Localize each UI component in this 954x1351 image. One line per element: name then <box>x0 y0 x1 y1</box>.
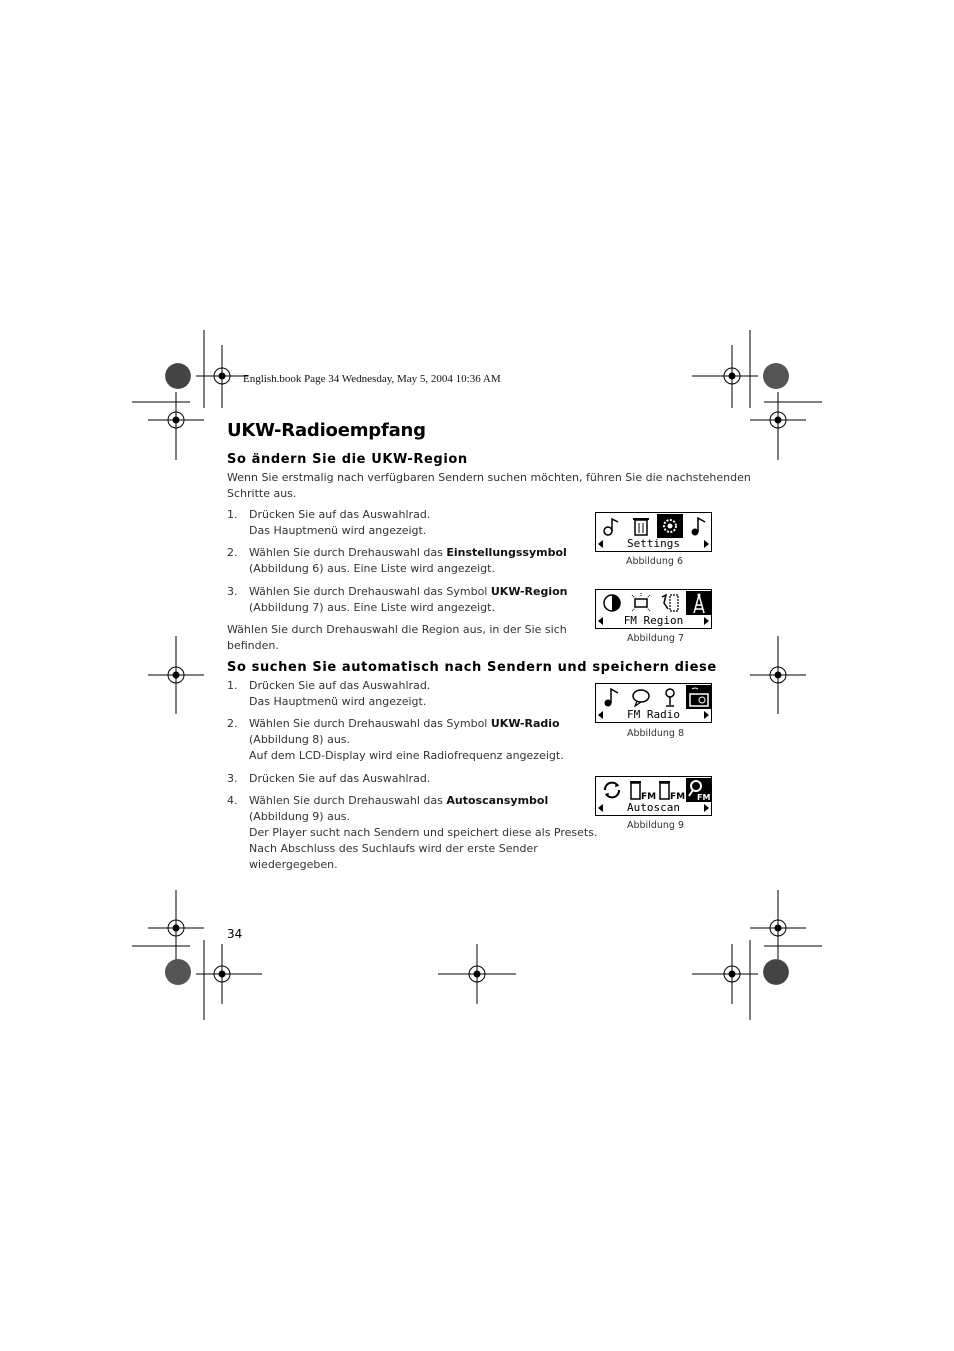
arrow-right-icon <box>704 617 709 625</box>
fm-trash-icon <box>657 778 686 802</box>
svg-text:FM: FM <box>641 792 657 802</box>
arrow-right-icon <box>704 804 709 812</box>
lcd-screen-settings <box>595 512 712 552</box>
arrow-right-icon <box>704 711 709 719</box>
radio-icon <box>686 685 712 709</box>
lcd-screen-fm-radio <box>595 683 712 723</box>
figure-caption: Abbildung 6 <box>626 556 684 567</box>
svg-text:FM: FM <box>670 792 686 802</box>
music-note-icon <box>686 514 712 538</box>
svg-text:FM: FM <box>697 793 711 802</box>
microphone-icon <box>657 685 683 709</box>
tower-icon <box>686 591 712 615</box>
fm-trash-icon <box>628 778 657 802</box>
lcd-screen-fm-region <box>595 589 712 629</box>
figure-caption: Abbildung 8 <box>627 728 685 739</box>
contrast-icon <box>599 591 625 615</box>
figure-caption: Abbildung 9 <box>627 820 685 831</box>
lcd-label: Settings <box>627 537 680 550</box>
page-number: 34 <box>227 927 243 941</box>
music-note-icon <box>599 514 625 538</box>
memory-icon <box>657 591 683 615</box>
section-heading-region: So ändern Sie die UKW-Region <box>227 452 468 467</box>
figure-caption: Abbildung 7 <box>627 633 685 644</box>
book-header-line: English.book Page 34 Wednesday, May 5, 2004 10:36 AM <box>243 373 501 385</box>
section-intro: Wenn Sie erstmalig nach verfügbaren Sendern suchen möchten, führen Sie die nachstehenden Schritte aus. <box>227 471 751 500</box>
backlight-icon <box>628 591 654 615</box>
lcd-label: FM Radio <box>627 708 680 721</box>
speech-icon <box>628 685 654 709</box>
section-outro: Wählen Sie durch Drehauswahl die Region aus, in der Sie sich befinden. <box>227 623 567 652</box>
lcd-label: FM Region <box>623 614 684 627</box>
lcd-screen-autoscan <box>595 776 712 816</box>
arrow-right-icon <box>704 540 709 548</box>
gear-icon <box>657 514 683 538</box>
trash-icon <box>628 514 654 538</box>
lcd-label: Autoscan <box>627 801 680 814</box>
page-title: UKW-Radioempfang <box>227 420 426 441</box>
music-note-icon <box>599 685 625 709</box>
fm-search-icon <box>686 778 712 802</box>
section-heading-autoscan: So suchen Sie automatisch nach Sendern und speichern diese <box>227 660 717 675</box>
refresh-icon <box>599 778 625 802</box>
